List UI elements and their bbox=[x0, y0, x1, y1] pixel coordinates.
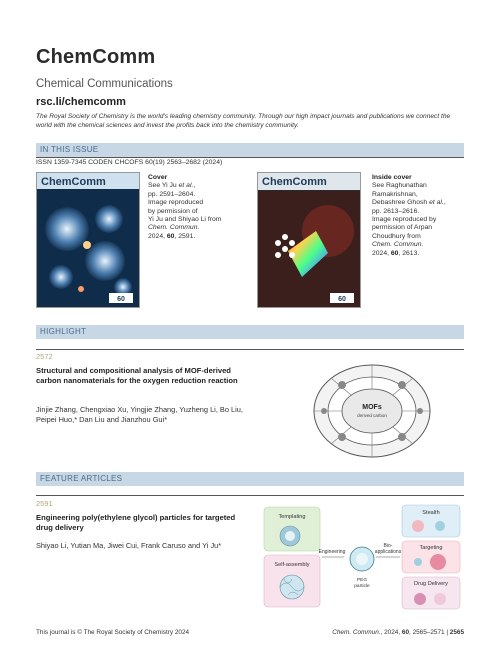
fig-self-assembly-label: Self-assembly bbox=[274, 562, 310, 568]
journal-subtitle: Chemical Communications bbox=[36, 78, 173, 90]
section-heading: HIGHLIGHT bbox=[40, 327, 87, 336]
feature-figure-icon bbox=[262, 503, 464, 613]
fig-peg-label-2: particle bbox=[354, 584, 370, 589]
inside-cover-artwork-icon bbox=[258, 191, 360, 307]
page-number: 2565 bbox=[449, 629, 464, 636]
fig-targeting-label: Targeting bbox=[419, 545, 443, 551]
divider bbox=[36, 349, 464, 350]
highlight-authors: Jinjie Zhang, Chengxiao Xu, Yingjie Zhang, Yuzheng Li, Bo Liu, Peipei Huo,* Dan Liu and Jianzhou Gui* bbox=[36, 405, 243, 424]
fig-templating-label: Templating bbox=[278, 514, 306, 520]
highlight-page-number[interactable]: 2572 bbox=[36, 352, 53, 361]
svg-text:60: 60 bbox=[117, 296, 125, 303]
inside-cover-caption: Inside cover See Raghunathan Ramakrishnan, Debashree Ghosh et al., pp. 2613–2616. Image reproduced by permission of Arpan Choudhury from Chem. Commun. 2024, 60, 2613. bbox=[372, 174, 446, 257]
feature-page-number[interactable]: 2591 bbox=[36, 499, 53, 508]
cover-artwork-icon bbox=[37, 189, 139, 308]
fig-drug-delivery-label: Drug Delivery bbox=[414, 581, 448, 587]
fig-peg-label-1: PEG bbox=[356, 578, 368, 583]
feature-article-title[interactable]: Engineering poly(ethylene glycol) particles for targeted drug delivery bbox=[36, 513, 236, 532]
cover-thumb-title: ChemComm bbox=[41, 176, 106, 188]
section-bar-in-this-issue bbox=[36, 143, 464, 157]
fig-bio-label-2: applications bbox=[374, 549, 402, 555]
highlight-article-title[interactable]: Structural and compositional analysis of MOF-derived carbon nanomaterials for the oxygen reduction reaction bbox=[36, 366, 238, 385]
journal-url-link[interactable]: rsc.li/chemcomm bbox=[36, 96, 126, 108]
section-bar-feature-articles bbox=[36, 472, 464, 486]
inside-cover-thumb-title: ChemComm bbox=[262, 176, 327, 188]
divider bbox=[36, 157, 464, 158]
feature-authors: Shiyao Li, Yutian Ma, Jiwei Cui, Frank Caruso and Yi Ju* bbox=[36, 541, 222, 550]
journal-title: ChemComm bbox=[36, 46, 156, 68]
fig-stealth-label: Stealth bbox=[422, 510, 440, 516]
fig-engineering-label: Engineering bbox=[318, 549, 346, 555]
footer-copyright: This journal is © The Royal Society of Chemistry 2024 bbox=[36, 629, 190, 636]
highlight-figure-icon bbox=[312, 363, 432, 459]
divider bbox=[36, 495, 464, 496]
cover-image[interactable] bbox=[36, 172, 140, 308]
section-heading: FEATURE ARTICLES bbox=[40, 474, 123, 483]
journal-blurb: The Royal Society of Chemistry is the world's leading chemistry community. Through our high impact journals and publications we connect the world with the chemical sciences and invest the profits back into the chemistry community. bbox=[36, 113, 451, 129]
section-bar-highlight bbox=[36, 325, 464, 339]
highlight-figure-center-label: MOFs bbox=[362, 404, 382, 411]
issn-line: ISSN 1359-7345 CODEN CHCOFS 60(19) 2563–2682 (2024) bbox=[36, 159, 223, 166]
highlight-figure-center-sub: derived carbon bbox=[357, 413, 387, 418]
cover-caption: Cover See Yi Ju et al., pp. 2591–2604. Image reproduced by permission of Yi Ju and Shiyao Li from Chem. Commun. 2024, 60, 2591. bbox=[148, 174, 222, 240]
footer-citation: Chem. Commun., 2024, 60, 2565–2571 | 2565 bbox=[332, 629, 464, 636]
svg-text:60: 60 bbox=[338, 296, 346, 303]
fig-bio-label-1: Bio- bbox=[383, 543, 393, 549]
inside-cover-image[interactable] bbox=[257, 172, 361, 308]
section-heading: IN THIS ISSUE bbox=[40, 145, 99, 154]
